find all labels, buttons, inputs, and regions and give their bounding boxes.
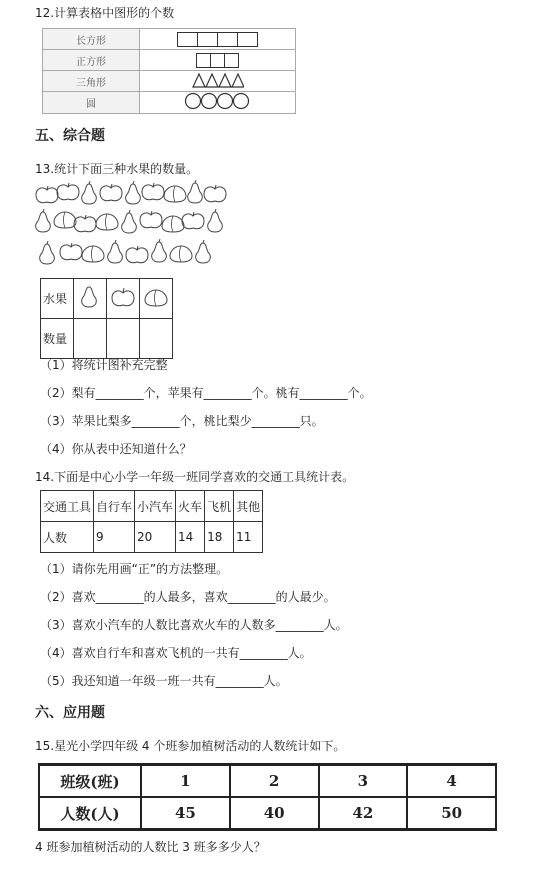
blank-cell[interactable] [74,319,107,359]
row-label: 正方形 [43,50,140,71]
apple-cell [107,279,140,319]
rectangles-cell [140,29,296,50]
q12-shape-table [42,28,296,114]
header-cell: 飞机 [205,491,234,522]
section-heading: 六、应用题 [35,705,105,721]
table-row [41,491,263,522]
pear-icon [76,284,102,310]
value-cell: 50 [407,797,496,830]
row-label: 数量 [41,319,74,359]
table-row [43,92,296,114]
rectangle-shape [197,32,218,47]
q14-transport-table [40,490,263,553]
peach-cell [140,279,173,319]
square-shape [196,53,211,68]
triangles-cell [140,71,296,92]
value-cell: 18 [205,522,234,553]
q13-sub2: （2）梨有________个，苹果有________个。桃有________个。 [40,386,372,400]
q12-title: 12.计算表格中图形的个数 [35,6,175,20]
value-cell: 42 [319,797,408,830]
q14-sub1: （1）请你先用画“正”的方法整理。 [40,562,229,576]
header-cell: 班级(班) [39,765,141,798]
peach-icon [142,284,170,310]
value-cell: 人数 [41,522,94,553]
pear-cell [74,279,107,319]
circles-shapes [184,92,252,110]
value-cell: 45 [141,797,230,830]
table-row [43,71,296,92]
q15-title: 15.星光小学四年级 4 个班参加植树活动的人数统计如下。 [35,739,346,753]
q14-sub2: （2）喜欢________的人最多，喜欢________的人最少。 [40,590,336,604]
header-cell: 其他 [234,491,263,522]
square-shape [210,53,225,68]
table-row [43,29,296,50]
table-row [39,797,496,830]
q13-sub3: （3）苹果比梨多________个，桃比梨少________只。 [40,414,324,428]
header-cell: 4 [407,765,496,798]
fruit-picture [33,180,228,272]
row-label: 长方形 [43,29,140,50]
value-cell: 14 [176,522,205,553]
q13-fruit-table [40,278,173,359]
rectangle-shape [177,32,198,47]
blank-cell[interactable] [107,319,140,359]
q13-sub4: （4）你从表中还知道什么？ [40,442,192,456]
circles-cell [140,92,296,114]
header-cell: 3 [319,765,408,798]
row-label: 圆 [43,92,140,114]
table-row [41,319,173,359]
triangles-shapes [192,72,244,88]
value-cell: 9 [94,522,135,553]
q13-sub1: （1）将统计图补充完整 [40,358,168,372]
q14-sub4: （4）喜欢自行车和喜欢飞机的一共有________人。 [40,646,312,660]
square-shape [224,53,239,68]
table-row [43,50,296,71]
value-cell: 40 [230,797,319,830]
squares-cell [140,50,296,71]
q14-sub3: （3）喜欢小汽车的人数比喜欢火车的人数多________人。 [40,618,348,632]
header-cell: 2 [230,765,319,798]
header-cell: 小汽车 [135,491,176,522]
header-cell: 火车 [176,491,205,522]
apple-icon [109,284,137,310]
value-cell: 20 [135,522,176,553]
q15-question: 4 班参加植树活动的人数比 3 班多多少人？ [35,840,266,854]
table-row [39,765,496,798]
value-cell: 11 [234,522,263,553]
q15-planting-table [38,763,497,831]
section-heading: 五、综合题 [35,128,105,144]
rectangle-shape [237,32,258,47]
q13-title: 13.统计下面三种水果的数量。 [35,162,199,176]
rectangle-shape [217,32,238,47]
value-cell: 人数(人) [39,797,141,830]
header-cell: 1 [141,765,230,798]
header-cell: 自行车 [94,491,135,522]
header-cell: 交通工具 [41,491,94,522]
q14-sub5: （5）我还知道一年级一班一共有________人。 [40,674,288,688]
blank-cell[interactable] [140,319,173,359]
table-row [41,279,173,319]
row-label: 三角形 [43,71,140,92]
row-label: 水果 [41,279,74,319]
table-row [41,522,263,553]
q14-title: 14.下面是中心小学一年级一班同学喜欢的交通工具统计表。 [35,470,355,484]
